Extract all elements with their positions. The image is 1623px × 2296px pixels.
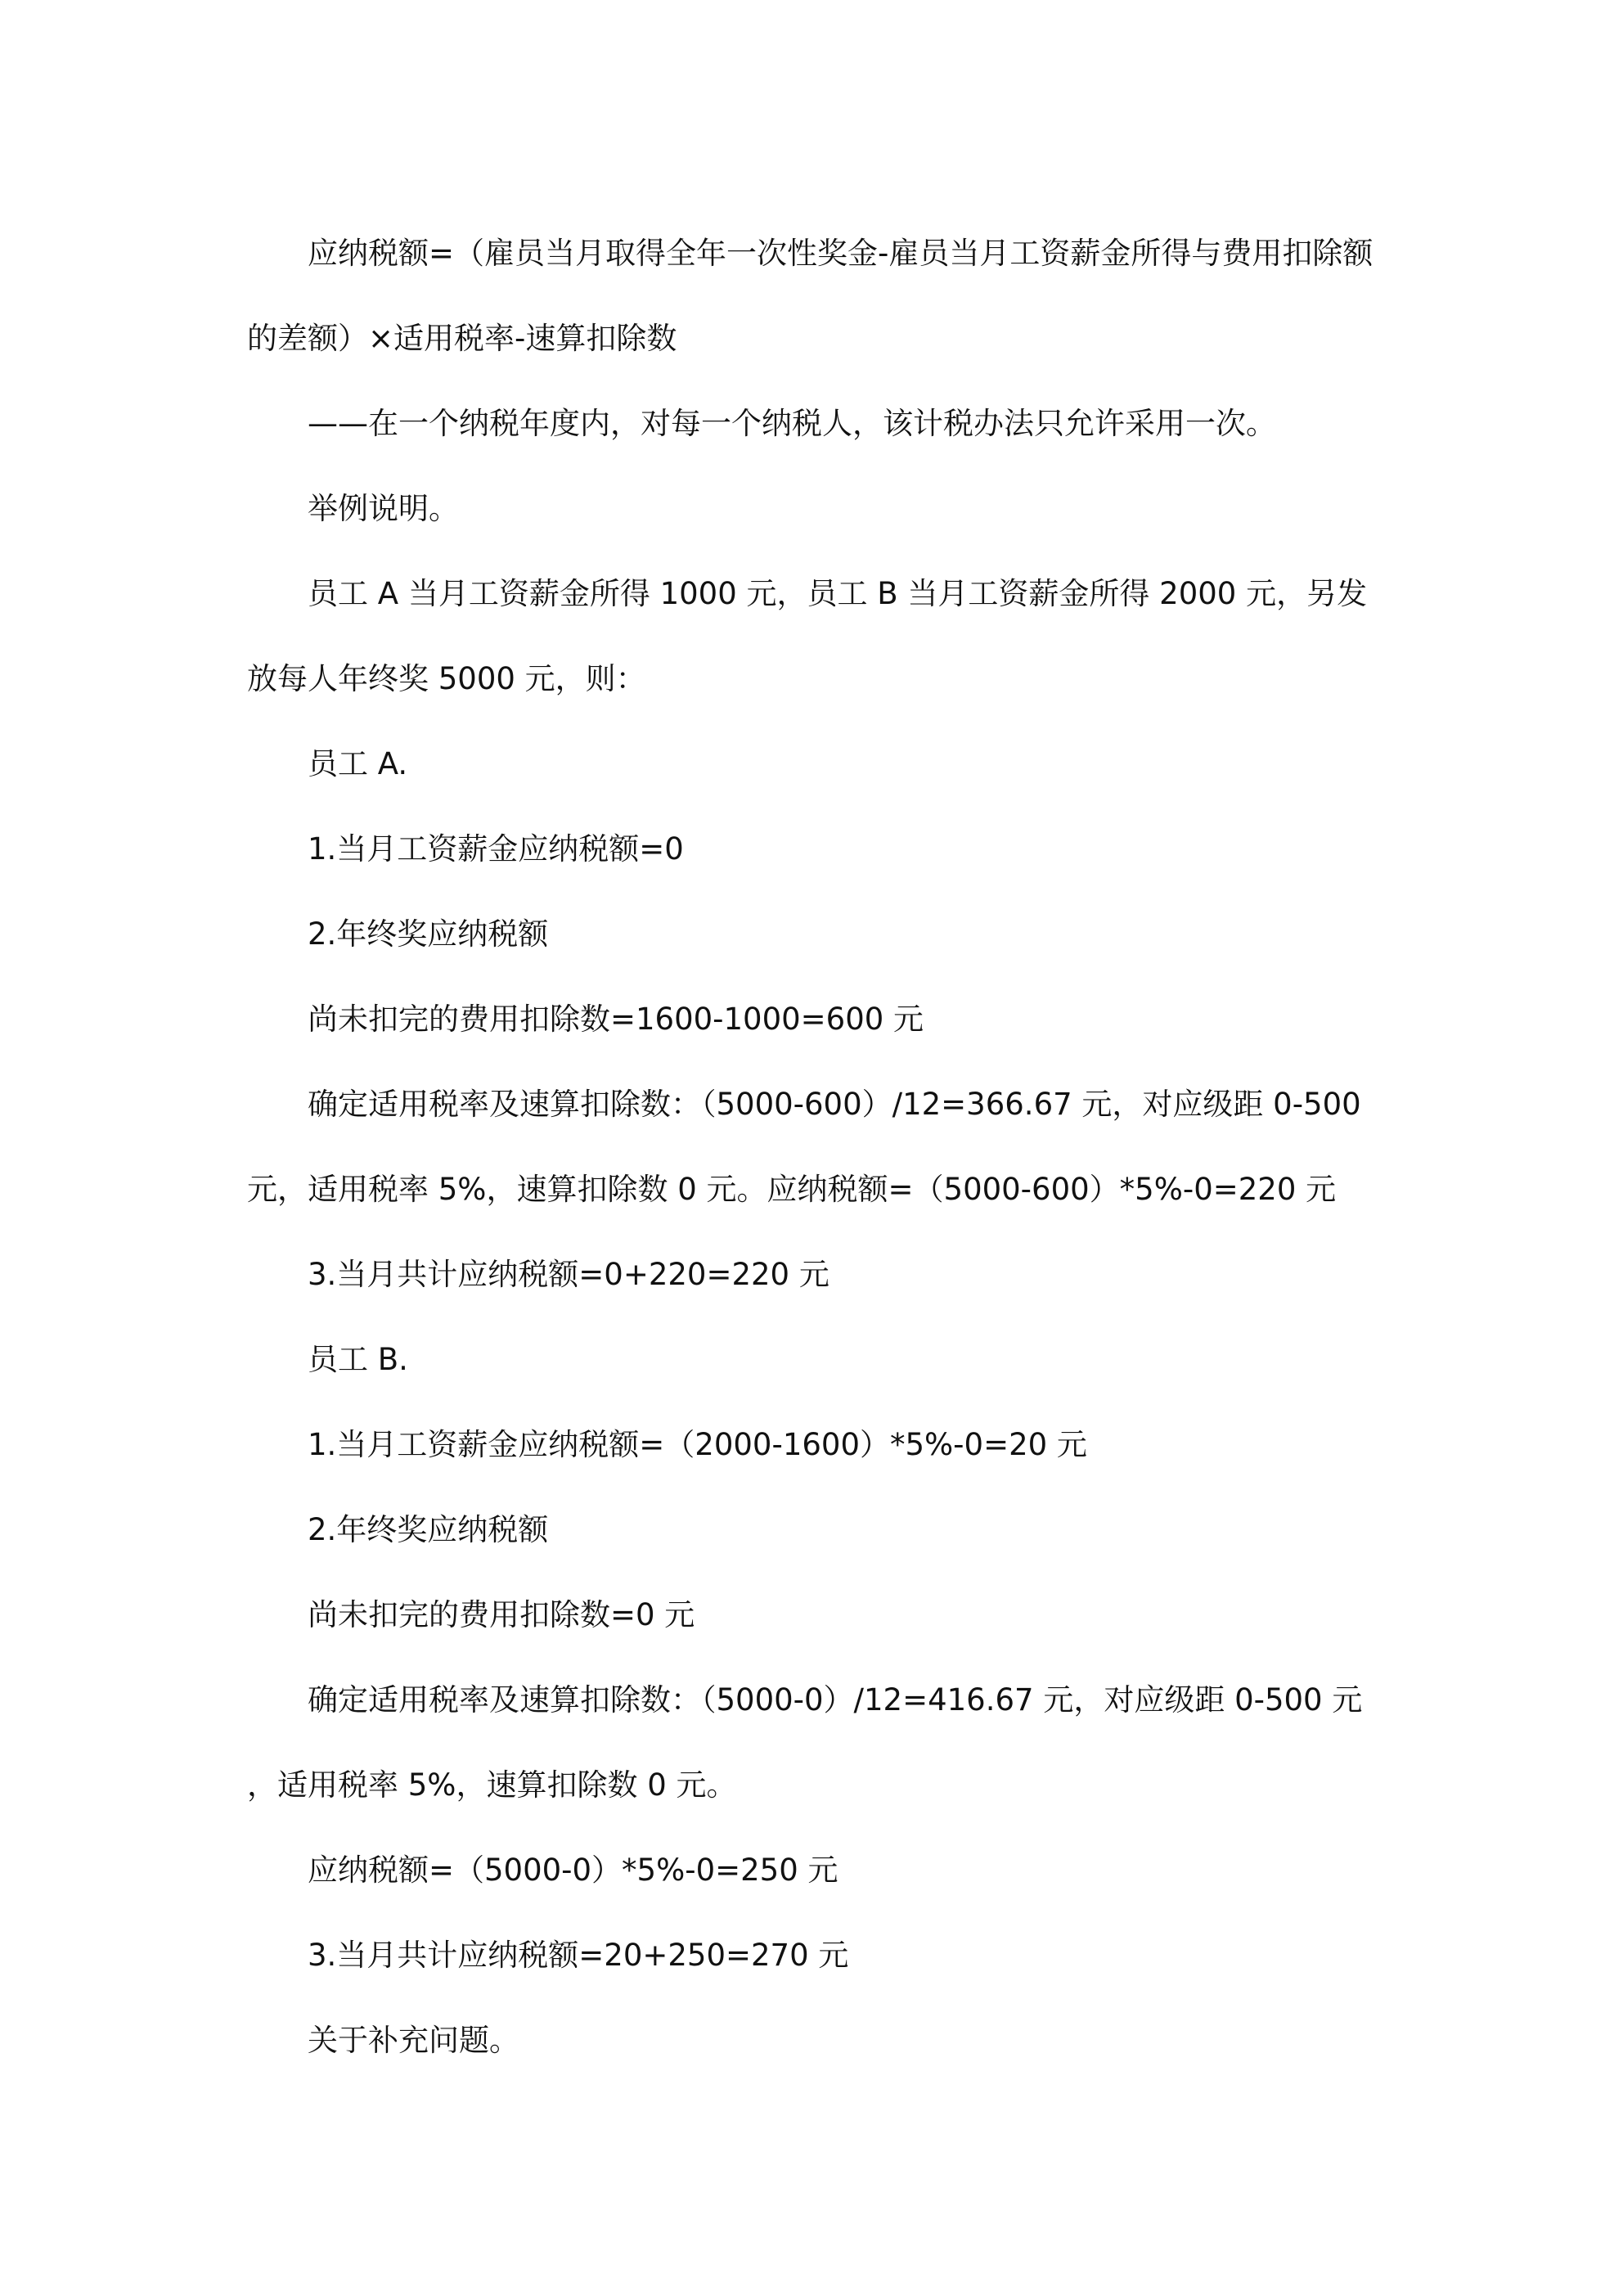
paragraph-employee-a: 员工 A.: [308, 746, 408, 781]
paragraph-a-remaining-deduction: 尚未扣完的费用扣除数=1600-1000=600 元: [308, 1002, 924, 1037]
paragraph-b-rate-calculation: 确定适用税率及速算扣除数：（5000-0）/12=416.67 元，对应级距 0-500 元，适用税率 5%，速算扣除数 0 元。: [247, 1682, 1363, 1803]
paragraph-employee-b: 员工 B.: [308, 1342, 408, 1377]
paragraph-b-step-1: 1.当月工资薪金应纳税额=（2000-1600）*5%-0=20 元: [308, 1427, 1087, 1462]
paragraph-a-step-3: 3.当月共计应纳税额=0+220=220 元: [308, 1257, 829, 1292]
paragraph-b-step-2: 2.年终奖应纳税额: [308, 1512, 549, 1547]
paragraph-a-step-1: 1.当月工资薪金应纳税额=0: [308, 831, 684, 867]
document-body: [247, 211, 1392, 2083]
paragraph-example-intro: 员工 A 当月工资薪金所得 1000 元，员工 B 当月工资薪金所得 2000 元，另发放每人年终奖 5000 元，则：: [247, 576, 1368, 696]
paragraph-b-remaining-deduction: 尚未扣完的费用扣除数=0 元: [308, 1597, 695, 1632]
paragraph-note: ——在一个纳税年度内，对每一个纳税人，该计税办法只允许采用一次。: [308, 406, 1276, 441]
paragraph-formula: 应纳税额=（雇员当月取得全年一次性奖金-雇员当月工资薪金所得与费用扣除额的差额）×适用税率-速算扣除数: [247, 236, 1373, 356]
paragraph-b-step-3: 3.当月共计应纳税额=20+250=270 元: [308, 1938, 849, 1973]
paragraph-example-heading: 举例说明。: [308, 491, 459, 526]
paragraph-b-tax-amount: 应纳税额=（5000-0）*5%-0=250 元: [308, 1853, 838, 1888]
paragraph-a-step-2: 2.年终奖应纳税额: [308, 916, 549, 952]
paragraph-a-rate-calculation: 确定适用税率及速算扣除数：（5000-600）/12=366.67 元，对应级距 0-500 元，适用税率 5%，速算扣除数 0 元。应纳税额=（5000-600）*5%-0=220 元: [247, 1087, 1361, 1207]
paragraph-supplementary-heading: 关于补充问题。: [308, 2023, 519, 2058]
